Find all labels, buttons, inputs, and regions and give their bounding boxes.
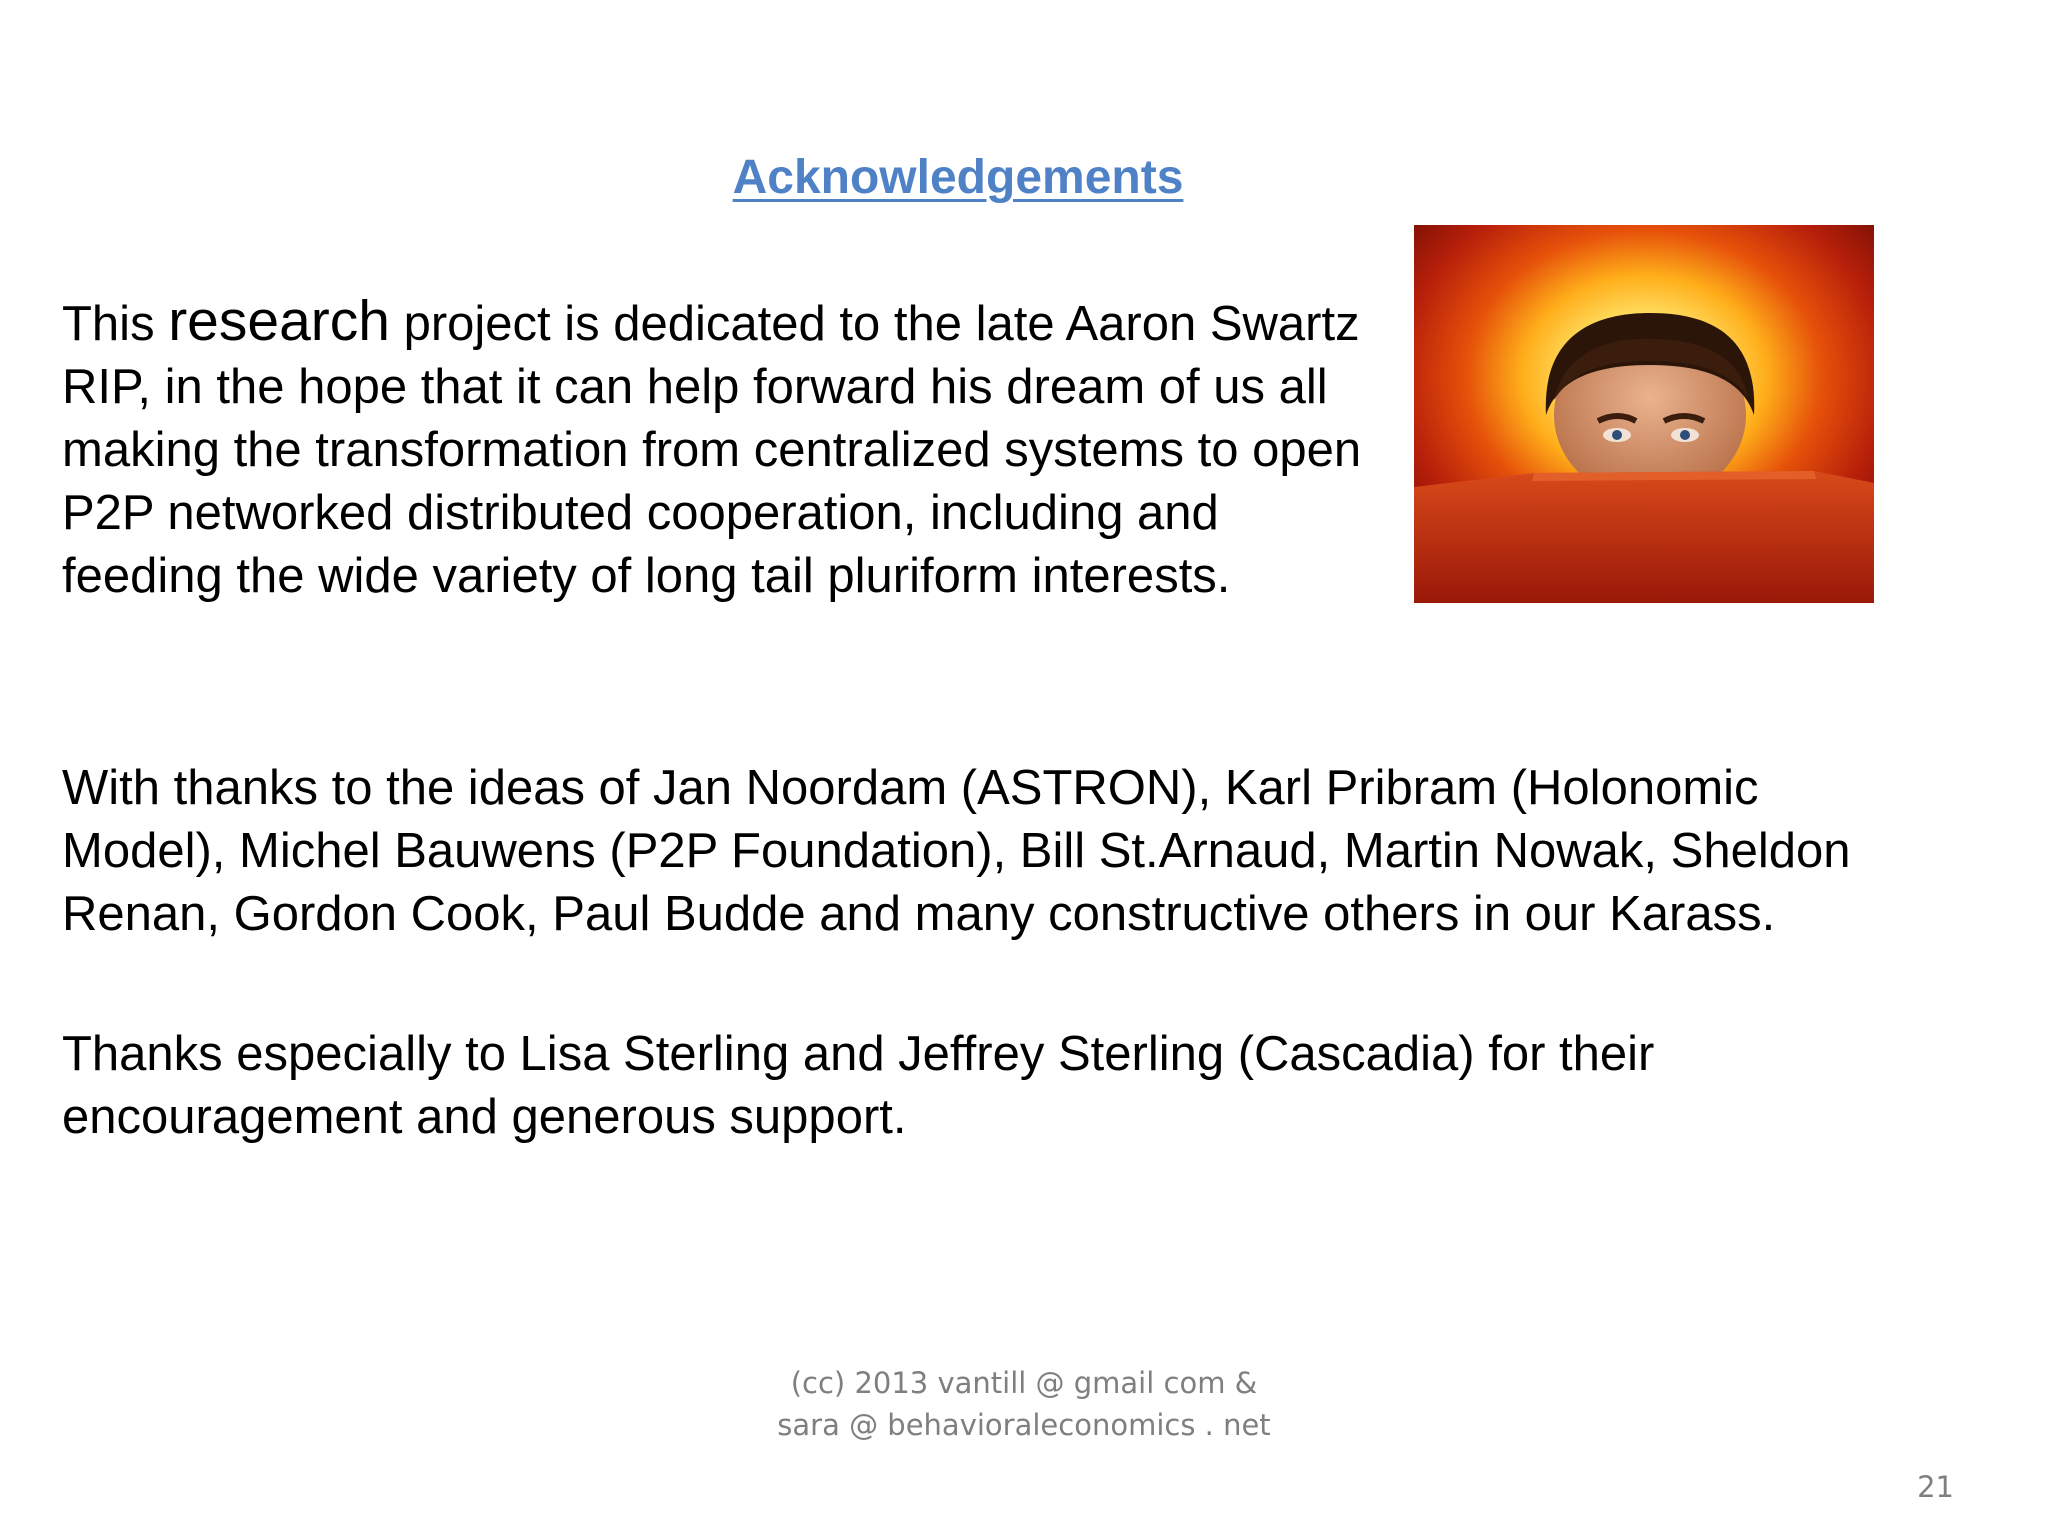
footer-line-1: (cc) 2013 vantill @ gmail com & bbox=[790, 1366, 1258, 1400]
thanks-paragraph: With thanks to the ideas of Jan Noordam (ASTRON), Karl Pribram (Holonomic Model), Michel Bauwens (P2P Foundation), Bill St.Arnaud, Martin Nowak, Sheldon Renan, Gordon Cook, Paul Budde and many constructive others in our Karass. bbox=[62, 761, 1851, 941]
footer-line-2: sara @ behavioraleconomics . net bbox=[777, 1408, 1271, 1442]
page-number: 21 bbox=[1917, 1470, 1954, 1504]
portrait-photo-icon bbox=[1414, 225, 1874, 603]
footer-credits bbox=[0, 1362, 2048, 1446]
slide-title bbox=[0, 148, 1916, 208]
dedication-emphasis: research bbox=[168, 289, 390, 353]
dedication-rest: project is dedicated to the late Aaron Swartz RIP, in the hope that it can help forward his dream of us all making the transformation from centralized systems to open P2P networked distributed cooperation, including and feeding the wide variety of long tail pluriform interests. bbox=[62, 297, 1362, 603]
dedication-paragraph bbox=[62, 290, 1362, 608]
dedication-lead: This bbox=[62, 297, 169, 351]
special-thanks-paragraph: Thanks especially to Lisa Sterling and Jeffrey Sterling (Cascadia) for their encouragement and generous support. bbox=[62, 1027, 1655, 1144]
title-link[interactable]: Acknowledgements bbox=[732, 151, 1184, 204]
